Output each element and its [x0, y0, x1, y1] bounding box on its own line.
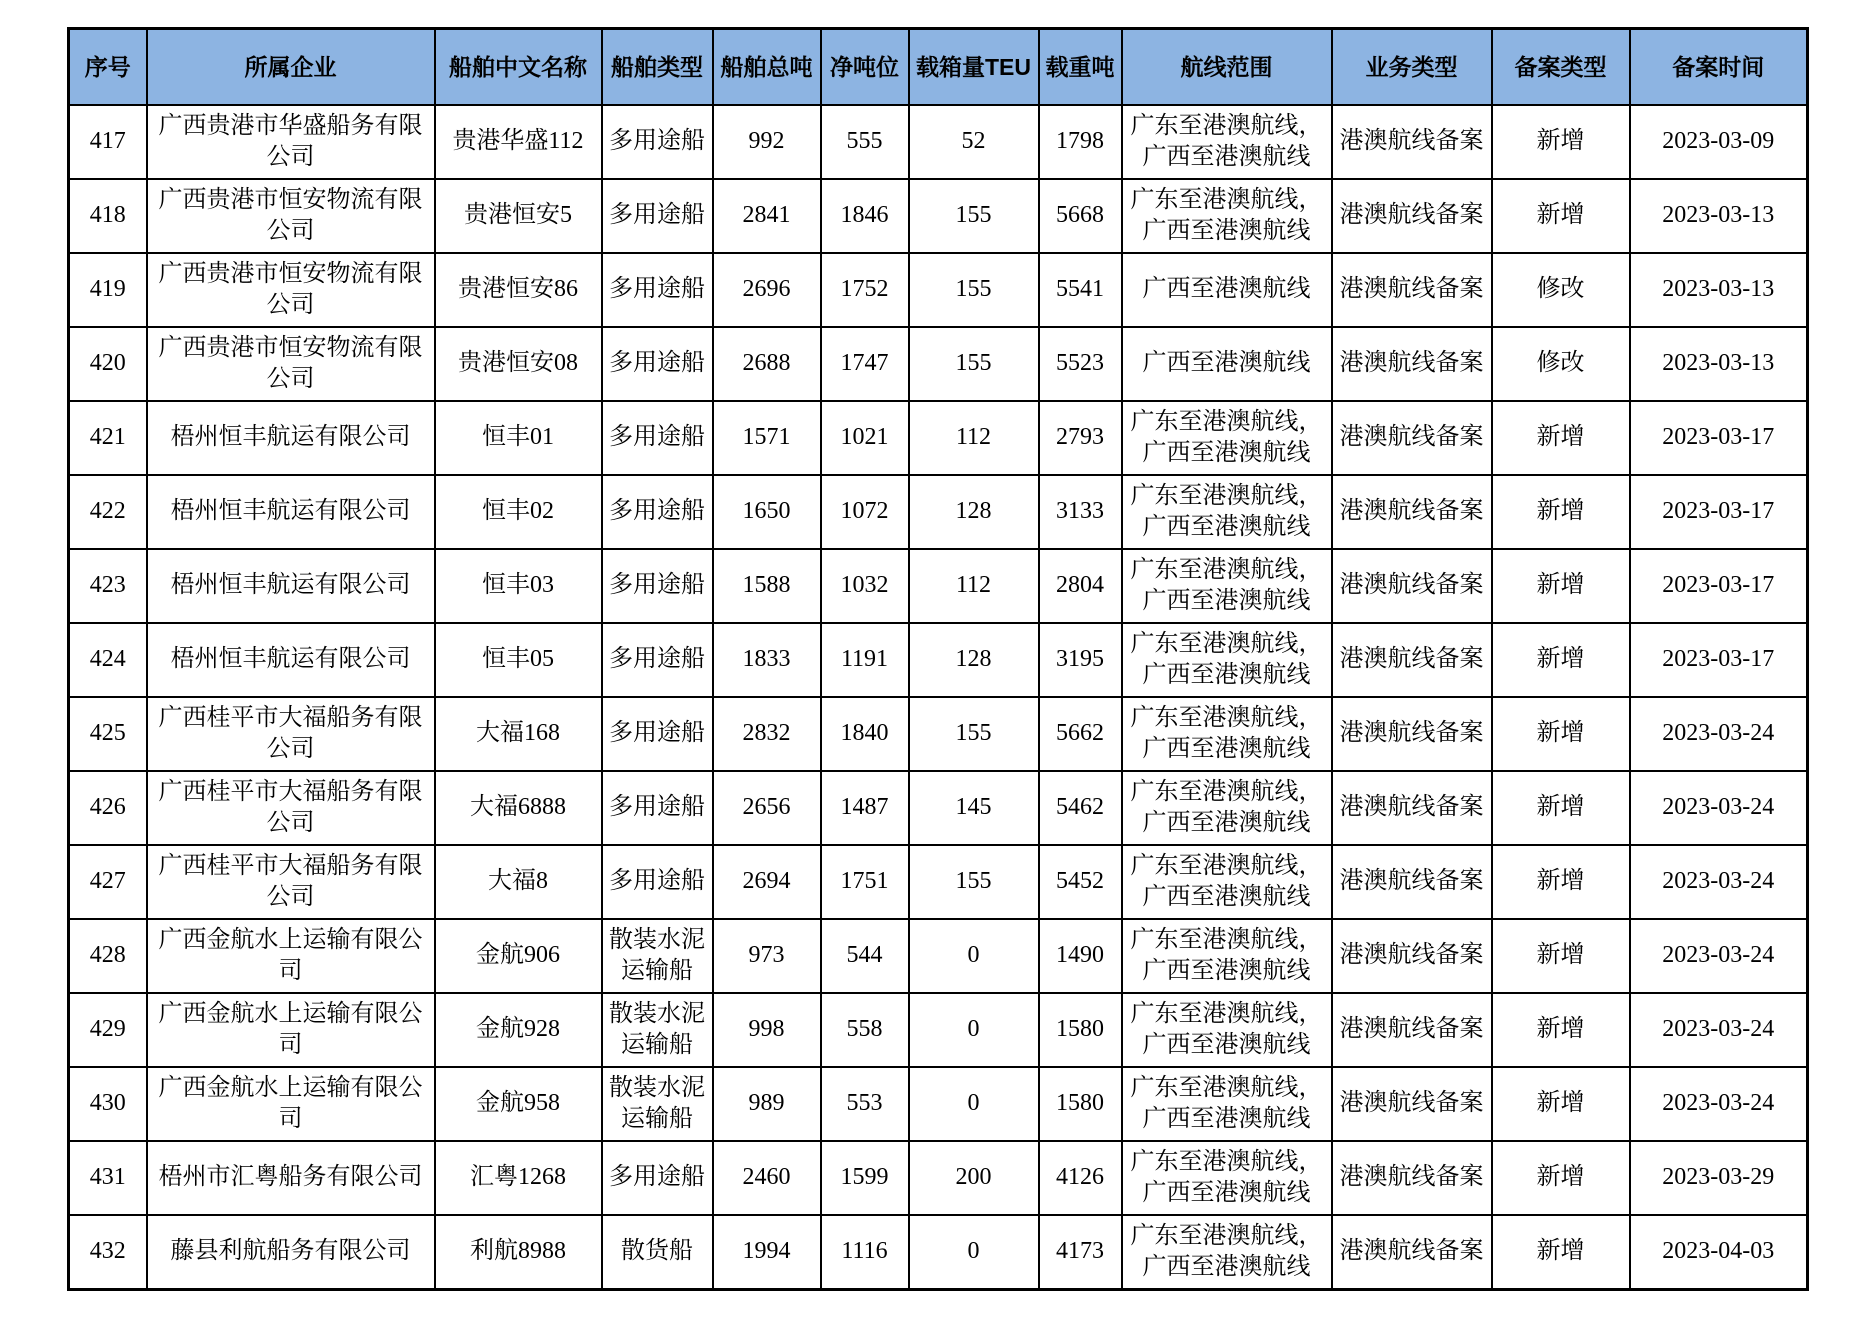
table-cell: 0 — [909, 1215, 1039, 1290]
table-cell: 431 — [69, 1141, 147, 1215]
table-cell: 多用途船 — [602, 253, 713, 327]
table-cell: 新增 — [1492, 1067, 1630, 1141]
table-cell: 贵港华盛112 — [435, 105, 602, 179]
table-cell: 973 — [713, 919, 821, 993]
table-row — [69, 623, 1808, 697]
table-cell: 5462 — [1039, 771, 1122, 845]
table-cell: 2023-03-13 — [1630, 327, 1808, 401]
table-cell: 112 — [909, 401, 1039, 475]
table-cell: 422 — [69, 475, 147, 549]
table-cell: 多用途船 — [602, 1141, 713, 1215]
table-cell: 425 — [69, 697, 147, 771]
table-cell: 427 — [69, 845, 147, 919]
table-cell: 2023-03-24 — [1630, 771, 1808, 845]
table-cell: 1846 — [821, 179, 909, 253]
table-cell: 多用途船 — [602, 327, 713, 401]
table-cell: 新增 — [1492, 1141, 1630, 1215]
table-cell: 利航8988 — [435, 1215, 602, 1290]
table-cell: 金航928 — [435, 993, 602, 1067]
table-cell: 992 — [713, 105, 821, 179]
table-cell: 145 — [909, 771, 1039, 845]
table-cell: 2023-03-17 — [1630, 623, 1808, 697]
table-cell: 5523 — [1039, 327, 1122, 401]
table-cell: 港澳航线备案 — [1332, 475, 1492, 549]
table-cell: 汇粤1268 — [435, 1141, 602, 1215]
table-row — [69, 1141, 1808, 1215]
table-cell: 2696 — [713, 253, 821, 327]
table-cell: 2023-04-03 — [1630, 1215, 1808, 1290]
table-cell: 555 — [821, 105, 909, 179]
table-cell: 贵港恒安86 — [435, 253, 602, 327]
table-row — [69, 549, 1808, 623]
table-cell: 散装水泥运输船 — [602, 993, 713, 1067]
table-cell: 广东至港澳航线，广西至港澳航线 — [1122, 549, 1332, 623]
table-cell: 广东至港澳航线，广西至港澳航线 — [1122, 1067, 1332, 1141]
table-cell: 2023-03-17 — [1630, 401, 1808, 475]
table-cell: 广西桂平市大福船务有限公司 — [147, 697, 435, 771]
table-cell: 418 — [69, 179, 147, 253]
table-cell: 恒丰05 — [435, 623, 602, 697]
table-cell: 2688 — [713, 327, 821, 401]
table-cell: 2841 — [713, 179, 821, 253]
table-cell: 港澳航线备案 — [1332, 919, 1492, 993]
table-cell: 3133 — [1039, 475, 1122, 549]
column-header-serial-no: 序号 — [69, 29, 147, 106]
column-header-company: 所属企业 — [147, 29, 435, 106]
table-body — [69, 105, 1808, 1290]
table-cell: 4126 — [1039, 1141, 1122, 1215]
table-cell: 新增 — [1492, 623, 1630, 697]
table-cell: 散装水泥运输船 — [602, 1067, 713, 1141]
table-cell: 2023-03-24 — [1630, 1067, 1808, 1141]
table-cell: 155 — [909, 697, 1039, 771]
column-header-teu-capacity: 载箱量TEU — [909, 29, 1039, 106]
table-cell: 1487 — [821, 771, 909, 845]
table-cell: 大福8 — [435, 845, 602, 919]
table-row — [69, 919, 1808, 993]
table-cell: 1116 — [821, 1215, 909, 1290]
table-cell: 金航906 — [435, 919, 602, 993]
table-cell: 广东至港澳航线，广西至港澳航线 — [1122, 105, 1332, 179]
table-cell: 修改 — [1492, 253, 1630, 327]
table-cell: 恒丰01 — [435, 401, 602, 475]
table-cell: 1833 — [713, 623, 821, 697]
column-header-filing-date: 备案时间 — [1630, 29, 1808, 106]
table-cell: 426 — [69, 771, 147, 845]
table-cell: 恒丰02 — [435, 475, 602, 549]
table-cell: 新增 — [1492, 549, 1630, 623]
table-cell: 1840 — [821, 697, 909, 771]
table-cell: 新增 — [1492, 179, 1630, 253]
table-cell: 多用途船 — [602, 105, 713, 179]
table-cell: 广西至港澳航线 — [1122, 327, 1332, 401]
table-cell: 2023-03-24 — [1630, 697, 1808, 771]
column-header-gross-tonnage: 船舶总吨 — [713, 29, 821, 106]
table-cell: 广东至港澳航线，广西至港澳航线 — [1122, 475, 1332, 549]
table-cell: 2804 — [1039, 549, 1122, 623]
table-cell: 5662 — [1039, 697, 1122, 771]
table-cell: 多用途船 — [602, 623, 713, 697]
table-cell: 428 — [69, 919, 147, 993]
table-row — [69, 253, 1808, 327]
table-row — [69, 771, 1808, 845]
table-row — [69, 327, 1808, 401]
column-header-route-scope: 航线范围 — [1122, 29, 1332, 106]
table-cell: 新增 — [1492, 475, 1630, 549]
table-cell: 1580 — [1039, 993, 1122, 1067]
table-row — [69, 1067, 1808, 1141]
table-cell: 5452 — [1039, 845, 1122, 919]
table-cell: 3195 — [1039, 623, 1122, 697]
table-cell: 广东至港澳航线，广西至港澳航线 — [1122, 401, 1332, 475]
table-cell: 1752 — [821, 253, 909, 327]
table-cell: 港澳航线备案 — [1332, 1141, 1492, 1215]
table-cell: 广东至港澳航线，广西至港澳航线 — [1122, 697, 1332, 771]
table-cell: 修改 — [1492, 327, 1630, 401]
table-cell: 广西桂平市大福船务有限公司 — [147, 845, 435, 919]
table-cell: 155 — [909, 327, 1039, 401]
table-cell: 2023-03-24 — [1630, 919, 1808, 993]
table-cell: 港澳航线备案 — [1332, 327, 1492, 401]
table-row — [69, 105, 1808, 179]
table-cell: 2023-03-13 — [1630, 253, 1808, 327]
table-cell: 1580 — [1039, 1067, 1122, 1141]
table-cell: 贵港恒安08 — [435, 327, 602, 401]
table-cell: 420 — [69, 327, 147, 401]
table-cell: 多用途船 — [602, 401, 713, 475]
table-cell: 散装水泥运输船 — [602, 919, 713, 993]
table-cell: 广西金航水上运输有限公司 — [147, 1067, 435, 1141]
table-cell: 2023-03-17 — [1630, 549, 1808, 623]
table-cell: 多用途船 — [602, 549, 713, 623]
table-cell: 1751 — [821, 845, 909, 919]
table-cell: 1032 — [821, 549, 909, 623]
table-cell: 港澳航线备案 — [1332, 105, 1492, 179]
table-cell: 52 — [909, 105, 1039, 179]
table-cell: 1747 — [821, 327, 909, 401]
column-header-ship-type: 船舶类型 — [602, 29, 713, 106]
table-cell: 梧州恒丰航运有限公司 — [147, 401, 435, 475]
table-cell: 大福6888 — [435, 771, 602, 845]
table-row — [69, 845, 1808, 919]
table-cell: 1798 — [1039, 105, 1122, 179]
table-cell: 417 — [69, 105, 147, 179]
table-cell: 港澳航线备案 — [1332, 253, 1492, 327]
table-cell: 新增 — [1492, 1215, 1630, 1290]
table-cell: 155 — [909, 253, 1039, 327]
table-row — [69, 401, 1808, 475]
table-cell: 419 — [69, 253, 147, 327]
table-cell: 广西金航水上运输有限公司 — [147, 919, 435, 993]
table-cell: 429 — [69, 993, 147, 1067]
column-header-net-tonnage: 净吨位 — [821, 29, 909, 106]
table-cell: 1191 — [821, 623, 909, 697]
table-cell: 2023-03-09 — [1630, 105, 1808, 179]
table-cell: 1021 — [821, 401, 909, 475]
table-cell: 港澳航线备案 — [1332, 623, 1492, 697]
table-cell: 4173 — [1039, 1215, 1122, 1290]
table-cell: 0 — [909, 993, 1039, 1067]
table-cell: 港澳航线备案 — [1332, 993, 1492, 1067]
table-cell: 2832 — [713, 697, 821, 771]
document-sheet — [67, 27, 1809, 1291]
table-cell: 423 — [69, 549, 147, 623]
table-cell: 多用途船 — [602, 845, 713, 919]
table-cell: 421 — [69, 401, 147, 475]
table-cell: 128 — [909, 475, 1039, 549]
table-cell: 多用途船 — [602, 771, 713, 845]
table-cell: 2023-03-13 — [1630, 179, 1808, 253]
table-cell: 544 — [821, 919, 909, 993]
table-cell: 广东至港澳航线，广西至港澳航线 — [1122, 771, 1332, 845]
table-cell: 港澳航线备案 — [1332, 1067, 1492, 1141]
table-cell: 广东至港澳航线，广西至港澳航线 — [1122, 993, 1332, 1067]
table-cell: 港澳航线备案 — [1332, 401, 1492, 475]
table-cell: 2023-03-24 — [1630, 845, 1808, 919]
table-cell: 1588 — [713, 549, 821, 623]
table-cell: 1994 — [713, 1215, 821, 1290]
table-cell: 2694 — [713, 845, 821, 919]
table-cell: 2023-03-24 — [1630, 993, 1808, 1067]
table-cell: 广东至港澳航线，广西至港澳航线 — [1122, 1215, 1332, 1290]
table-cell: 广西贵港市恒安物流有限公司 — [147, 253, 435, 327]
table-cell: 广东至港澳航线，广西至港澳航线 — [1122, 919, 1332, 993]
table-cell: 558 — [821, 993, 909, 1067]
table-cell: 广西金航水上运输有限公司 — [147, 993, 435, 1067]
table-cell: 广东至港澳航线，广西至港澳航线 — [1122, 179, 1332, 253]
table-cell: 新增 — [1492, 845, 1630, 919]
table-cell: 新增 — [1492, 401, 1630, 475]
table-cell: 广东至港澳航线，广西至港澳航线 — [1122, 1141, 1332, 1215]
table-cell: 新增 — [1492, 771, 1630, 845]
table-cell: 5668 — [1039, 179, 1122, 253]
table-cell: 2023-03-29 — [1630, 1141, 1808, 1215]
table-cell: 5541 — [1039, 253, 1122, 327]
table-cell: 1599 — [821, 1141, 909, 1215]
table-cell: 新增 — [1492, 697, 1630, 771]
table-cell: 广西贵港市华盛船务有限公司 — [147, 105, 435, 179]
table-cell: 200 — [909, 1141, 1039, 1215]
table-cell: 多用途船 — [602, 475, 713, 549]
table-cell: 梧州恒丰航运有限公司 — [147, 623, 435, 697]
table-cell: 广西贵港市恒安物流有限公司 — [147, 327, 435, 401]
table-cell: 155 — [909, 179, 1039, 253]
table-cell: 广西至港澳航线 — [1122, 253, 1332, 327]
table-cell: 港澳航线备案 — [1332, 697, 1492, 771]
table-cell: 港澳航线备案 — [1332, 1215, 1492, 1290]
table-cell: 128 — [909, 623, 1039, 697]
table-cell: 1571 — [713, 401, 821, 475]
table-cell: 553 — [821, 1067, 909, 1141]
table-cell: 多用途船 — [602, 179, 713, 253]
table-cell: 432 — [69, 1215, 147, 1290]
table-cell: 恒丰03 — [435, 549, 602, 623]
table-cell: 989 — [713, 1067, 821, 1141]
table-cell: 998 — [713, 993, 821, 1067]
table-cell: 0 — [909, 919, 1039, 993]
table-row — [69, 1215, 1808, 1290]
table-cell: 梧州恒丰航运有限公司 — [147, 475, 435, 549]
table-row — [69, 475, 1808, 549]
table-cell: 港澳航线备案 — [1332, 845, 1492, 919]
table-cell: 多用途船 — [602, 697, 713, 771]
table-cell: 430 — [69, 1067, 147, 1141]
table-cell: 2793 — [1039, 401, 1122, 475]
table-cell: 1072 — [821, 475, 909, 549]
table-cell: 贵港恒安5 — [435, 179, 602, 253]
table-cell: 新增 — [1492, 993, 1630, 1067]
table-cell: 2656 — [713, 771, 821, 845]
table-header-row — [69, 29, 1808, 106]
table-cell: 梧州恒丰航运有限公司 — [147, 549, 435, 623]
table-cell: 1650 — [713, 475, 821, 549]
table-cell: 港澳航线备案 — [1332, 549, 1492, 623]
table-cell: 新增 — [1492, 919, 1630, 993]
table-cell: 2460 — [713, 1141, 821, 1215]
column-header-business-type: 业务类型 — [1332, 29, 1492, 106]
table-cell: 424 — [69, 623, 147, 697]
table-cell: 广东至港澳航线，广西至港澳航线 — [1122, 623, 1332, 697]
table-row — [69, 993, 1808, 1067]
table-cell: 112 — [909, 549, 1039, 623]
table-row — [69, 179, 1808, 253]
table-cell: 广西桂平市大福船务有限公司 — [147, 771, 435, 845]
table-cell: 广东至港澳航线，广西至港澳航线 — [1122, 845, 1332, 919]
table-cell: 金航958 — [435, 1067, 602, 1141]
table-cell: 大福168 — [435, 697, 602, 771]
table-cell: 梧州市汇粤船务有限公司 — [147, 1141, 435, 1215]
table-cell: 155 — [909, 845, 1039, 919]
table-cell: 散货船 — [602, 1215, 713, 1290]
table-cell: 0 — [909, 1067, 1039, 1141]
table-cell: 1490 — [1039, 919, 1122, 993]
ship-filing-table — [67, 27, 1809, 1291]
table-cell: 藤县利航船务有限公司 — [147, 1215, 435, 1290]
table-cell: 港澳航线备案 — [1332, 771, 1492, 845]
table-row — [69, 697, 1808, 771]
table-cell: 广西贵港市恒安物流有限公司 — [147, 179, 435, 253]
table-cell: 新增 — [1492, 105, 1630, 179]
column-header-filing-type: 备案类型 — [1492, 29, 1630, 106]
column-header-ship-name-cn: 船舶中文名称 — [435, 29, 602, 106]
table-cell: 港澳航线备案 — [1332, 179, 1492, 253]
column-header-deadweight: 载重吨 — [1039, 29, 1122, 106]
table-cell: 2023-03-17 — [1630, 475, 1808, 549]
